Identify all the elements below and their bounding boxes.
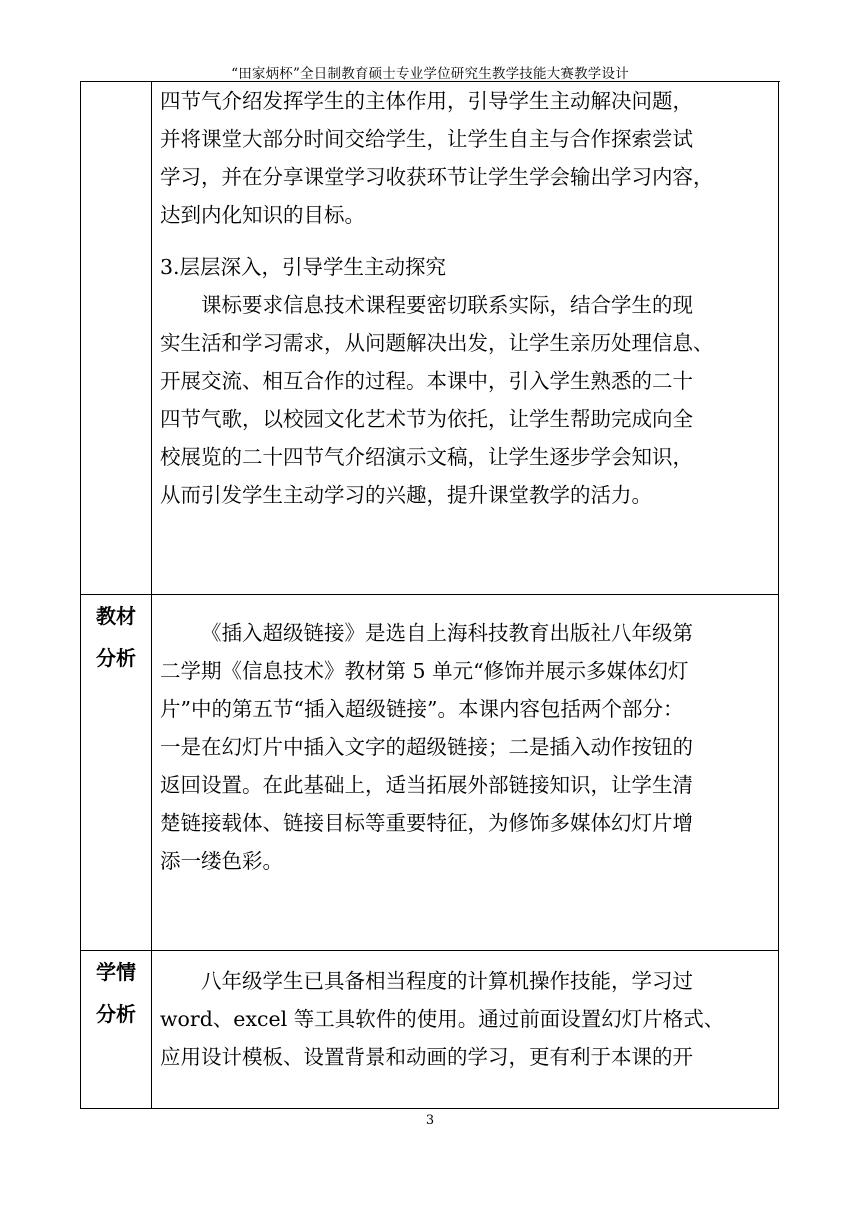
text-line: 片”中的第五节“插入超级链接”。本课内容包括两个部分： (160, 697, 684, 721)
table-row-textbook-analysis (81, 595, 779, 951)
text-line: 实生活和学习需求，从问题解决出发，让学生亲历处理信息、 (160, 331, 714, 355)
text-line: 校展览的二十四节气介绍演示文稿，让学生逐步学会知识， (160, 445, 693, 469)
text-line: 添一缕色彩。 (160, 849, 283, 873)
strategy-heading-3: 3.层层深入，引导学生主动探究 (160, 255, 447, 279)
table-row-teaching-strategy (81, 81, 779, 595)
text-line: 课标要求信息技术课程要密切联系实际，结合学生的现 (201, 293, 693, 317)
text-line: 四节气介绍发挥学生的主体作用，引导学生主动解决问题， (160, 89, 693, 113)
text-line: 并将课堂大部分时间交给学生，让学生自主与合作探索尝试 (160, 127, 693, 151)
text-line: 楚链接载体、链接目标等重要特征，为修饰多媒体幻灯片增 (160, 811, 693, 835)
text-line: 开展交流、相互合作的过程。本课中，引入学生熟悉的二十 (160, 369, 693, 393)
strategy-paragraph-continued (160, 82, 760, 234)
text-line: 应用设计模板、设置背景和动画的学习，更有利于本课的开 (160, 1045, 693, 1069)
table-row-student-analysis (81, 951, 779, 1109)
page-header: “田家炳杯”全日制教育硕士专业学位研究生教学技能大赛教学设计 (231, 66, 629, 82)
strategy-paragraph-3 (160, 286, 760, 514)
row-label-textbook-analysis (81, 595, 152, 951)
text-line: 学习，并在分享课堂学习收获环节让学生学会输出学习内容， (160, 165, 714, 189)
page-number: 3 (425, 1113, 435, 1128)
text-line: word、excel 等工具软件的使用。通过前面设置幻灯片格式、 (160, 1007, 725, 1031)
textbook-analysis-content (152, 595, 779, 951)
text-line: 八年级学生已具备相当程度的计算机操作技能，学习过 (201, 969, 693, 993)
label-line: 教材 (96, 604, 136, 628)
label-line: 分析 (96, 646, 136, 670)
text-line: 返回设置。在此基础上，适当拓展外部链接知识，让学生清 (160, 773, 693, 797)
text-line: 二学期《信息技术》教材第 5 单元“修饰并展示多媒体幻灯 (160, 659, 689, 683)
textbook-analysis-paragraph (160, 614, 760, 880)
student-analysis-paragraph (160, 962, 760, 1076)
paragraph-gap (160, 234, 760, 248)
row-label-empty (81, 81, 152, 595)
text-line: 达到内化知识的目标。 (160, 203, 365, 227)
student-analysis-content (152, 951, 779, 1109)
text-line: 四节气歌，以校园文化艺术节为依托，让学生帮助完成向全 (160, 407, 693, 431)
text-line: 从而引发学生主动学习的兴趣，提升课堂教学的活力。 (160, 483, 652, 507)
strategy-content (152, 81, 779, 595)
row-label-student-analysis (81, 951, 152, 1109)
label-line: 分析 (96, 1002, 136, 1026)
text-line: 《插入超级链接》是选自上海科技教育出版社八年级第 (201, 621, 693, 645)
label-line: 学情 (96, 960, 136, 984)
lesson-design-table (80, 81, 779, 1109)
text-line: 一是在幻灯片中插入文字的超级链接；二是插入动作按钮的 (160, 735, 693, 759)
